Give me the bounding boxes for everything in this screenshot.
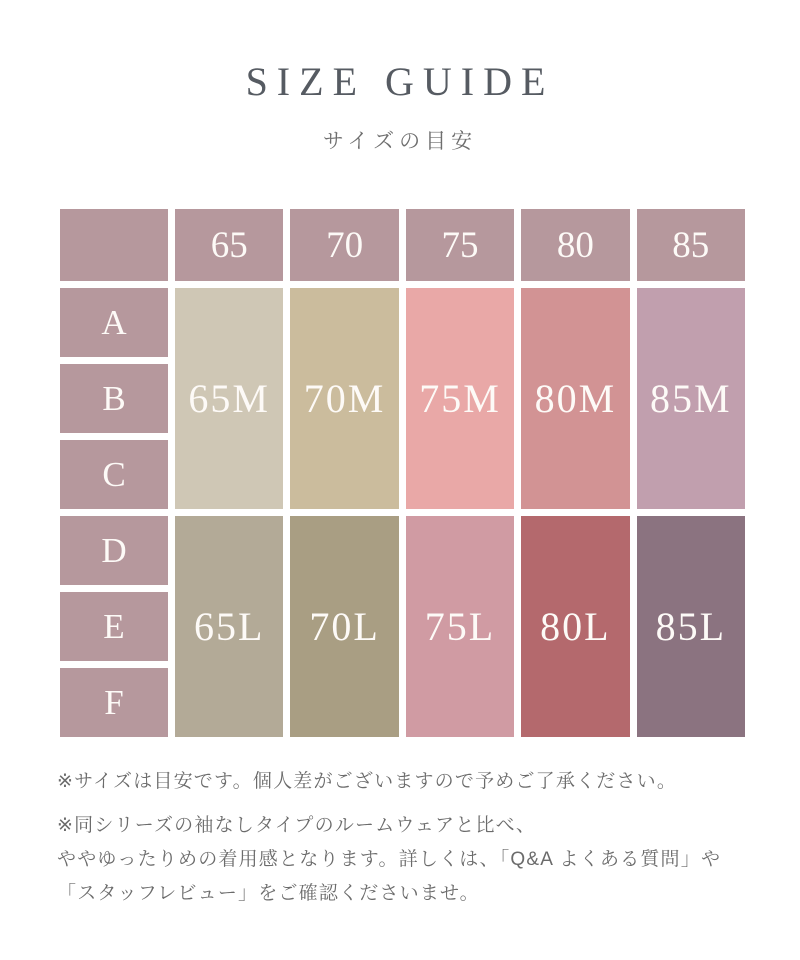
row-header-d: D	[60, 516, 168, 585]
table-corner-cell	[60, 209, 168, 281]
cell-70m: 70M	[290, 288, 398, 509]
column-header-75: 75	[406, 209, 514, 281]
row-header-e: E	[60, 592, 168, 661]
row-header-f: F	[60, 668, 168, 737]
cell-85l: 85L	[637, 516, 745, 737]
notes-section	[57, 765, 747, 911]
column-header-65: 65	[175, 209, 283, 281]
cell-80m: 80M	[521, 288, 629, 509]
page-title: SIZE GUIDE	[245, 59, 555, 104]
cell-75l: 75L	[406, 516, 514, 737]
cell-85m: 85M	[637, 288, 745, 509]
cell-75m: 75M	[406, 288, 514, 509]
note-fit-line3: 「スタッフレビュー」をご確認くださいませ。	[57, 883, 480, 904]
column-header-85: 85	[637, 209, 745, 281]
note-fit-line1: ※同シリーズの袖なしタイプのルームウェアと比べ、	[57, 815, 537, 836]
note-fit-line2: ややゆったりめの着用感となります。詳しくは、「Q&A よくある質問」や	[57, 849, 722, 870]
column-header-70: 70	[290, 209, 398, 281]
cell-65m: 65M	[175, 288, 283, 509]
row-header-b: B	[60, 364, 168, 433]
cell-80l: 80L	[521, 516, 629, 737]
page-subtitle: サイズの目安	[322, 130, 478, 153]
row-header-a: A	[60, 288, 168, 357]
note-size-disclaimer: ※サイズは目安です。個人差がございますので予めご了承ください。	[57, 771, 678, 792]
column-header-80: 80	[521, 209, 629, 281]
cell-65l: 65L	[175, 516, 283, 737]
row-header-c: C	[60, 440, 168, 509]
size-table	[60, 209, 745, 737]
cell-70l: 70L	[290, 516, 398, 737]
